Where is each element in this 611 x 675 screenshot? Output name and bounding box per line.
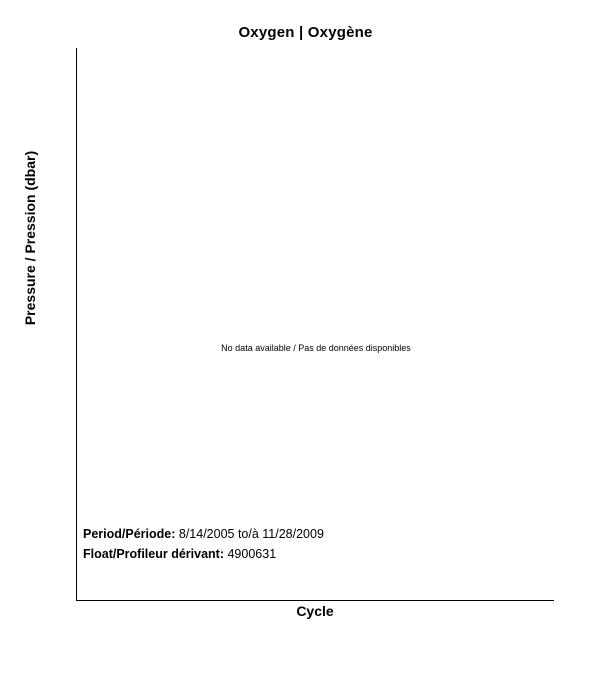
y-axis-label: Pressure / Pression (dbar) <box>22 150 38 326</box>
float-label: Float/Profileur dérivant: <box>83 547 224 561</box>
float-annotation <box>83 544 324 564</box>
x-axis-label: Cycle <box>296 603 334 619</box>
plot-area <box>76 48 554 601</box>
period-label: Period/Période: <box>83 527 176 541</box>
period-annotation <box>83 524 324 544</box>
annotation-block <box>83 524 324 564</box>
period-value: 8/14/2005 to/à 11/28/2009 <box>178 527 324 541</box>
float-value: 4900631 <box>227 547 277 561</box>
no-data-message: No data available / Pas de données disponibles <box>221 343 411 353</box>
chart-title: Oxygen | Oxygène <box>238 24 373 41</box>
